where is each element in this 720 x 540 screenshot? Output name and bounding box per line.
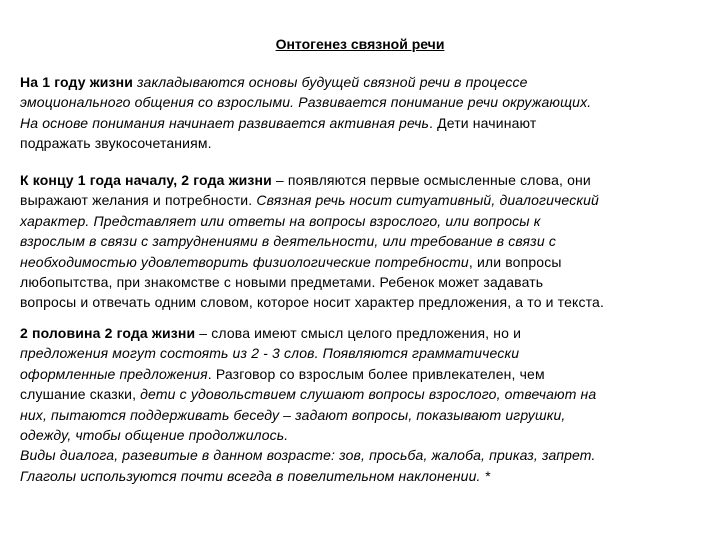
- section-heading: 2 половина 2 года жизни: [20, 325, 196, 341]
- text-line: [20, 113, 700, 133]
- section-heading: К концу 1 года началу, 2 года жизни: [20, 172, 272, 188]
- text-line: [20, 425, 700, 445]
- italic-text: эмоционального общения со взрослыми. Развивается понимание речи окружающих.: [20, 94, 592, 111]
- plain-text: – появляются первые осмысленные слова, они: [271, 172, 591, 188]
- text-line: [20, 133, 700, 153]
- plain-text: – слова имеют смысл целого предложения, но и: [195, 325, 522, 341]
- section-end-first-year: [20, 170, 700, 313]
- text-line: [20, 272, 700, 292]
- section-heading: На 1 году жизни: [20, 74, 134, 90]
- text-line: [20, 364, 700, 384]
- italic-text: оформленные предложения: [20, 365, 208, 382]
- plain-text: выражают желания и потребности.: [20, 192, 257, 209]
- plain-text: слушание сказки,: [20, 386, 141, 403]
- italic-text: Глаголы используются почти всегда в повелительном наклонении. *: [20, 467, 491, 484]
- plain-text: . Разговор со взрослым более привлекателен, чем: [207, 365, 545, 382]
- text-line: [20, 211, 700, 231]
- text-line: [20, 323, 700, 343]
- plain-text: подражать звукосочетаниям.: [20, 135, 212, 152]
- italic-text: взрослым в связи с затруднениями в деятельности, или требование в связи с: [20, 233, 556, 250]
- section-second-half-second-year: [20, 323, 700, 486]
- text-line: [20, 92, 700, 112]
- text-line: [20, 252, 700, 272]
- plain-text: вопросы и отвечать одним словом, которое носит характер предложения, а то и текста.: [20, 294, 604, 311]
- italic-text: закладываются основы будущей связной речи в процессе: [133, 74, 528, 90]
- text-line: [20, 292, 700, 312]
- text-line: [20, 445, 700, 465]
- italic-text: характер. Представляет или ответы на вопросы взрослого, или вопросы к: [20, 212, 541, 229]
- italic-text: предложения могут состоять из 2 - 3 слов. Появляются грамматически: [20, 345, 520, 362]
- text-line: [20, 405, 700, 425]
- italic-text: На основе понимания начинает развивается активная речь: [20, 114, 430, 131]
- italic-text: них, пытаются поддерживать беседу – задают вопросы, показывают игрушки,: [20, 406, 566, 423]
- italic-text: одежду, чтобы общение продолжилось.: [20, 427, 289, 444]
- italic-text: дети с удовольствием слушают вопросы взрослого, отвечают на: [140, 386, 597, 403]
- text-line: [20, 170, 700, 190]
- text-line: [20, 343, 700, 363]
- text-line: [20, 190, 700, 210]
- page-title: Онтогенез связной речи: [275, 36, 445, 52]
- text-line: [20, 72, 700, 92]
- text-line: [20, 231, 700, 251]
- plain-text: любопытства, при знакомстве с новыми предметами. Ребенок может задавать: [20, 274, 544, 291]
- text-line: [20, 466, 700, 486]
- plain-text: . Дети начинают: [429, 114, 537, 131]
- section-first-year: [20, 72, 700, 154]
- italic-text: Связная речь носит ситуативный, диалогический: [256, 192, 599, 209]
- italic-text: необходимостью удовлетворить физиологические потребности: [20, 253, 469, 270]
- plain-text: , или вопросы: [468, 253, 562, 270]
- italic-text: Виды диалога, разевитые в данном возрасте: зов, просьба, жалоба, приказ, запрет.: [20, 447, 596, 464]
- text-line: [20, 384, 700, 404]
